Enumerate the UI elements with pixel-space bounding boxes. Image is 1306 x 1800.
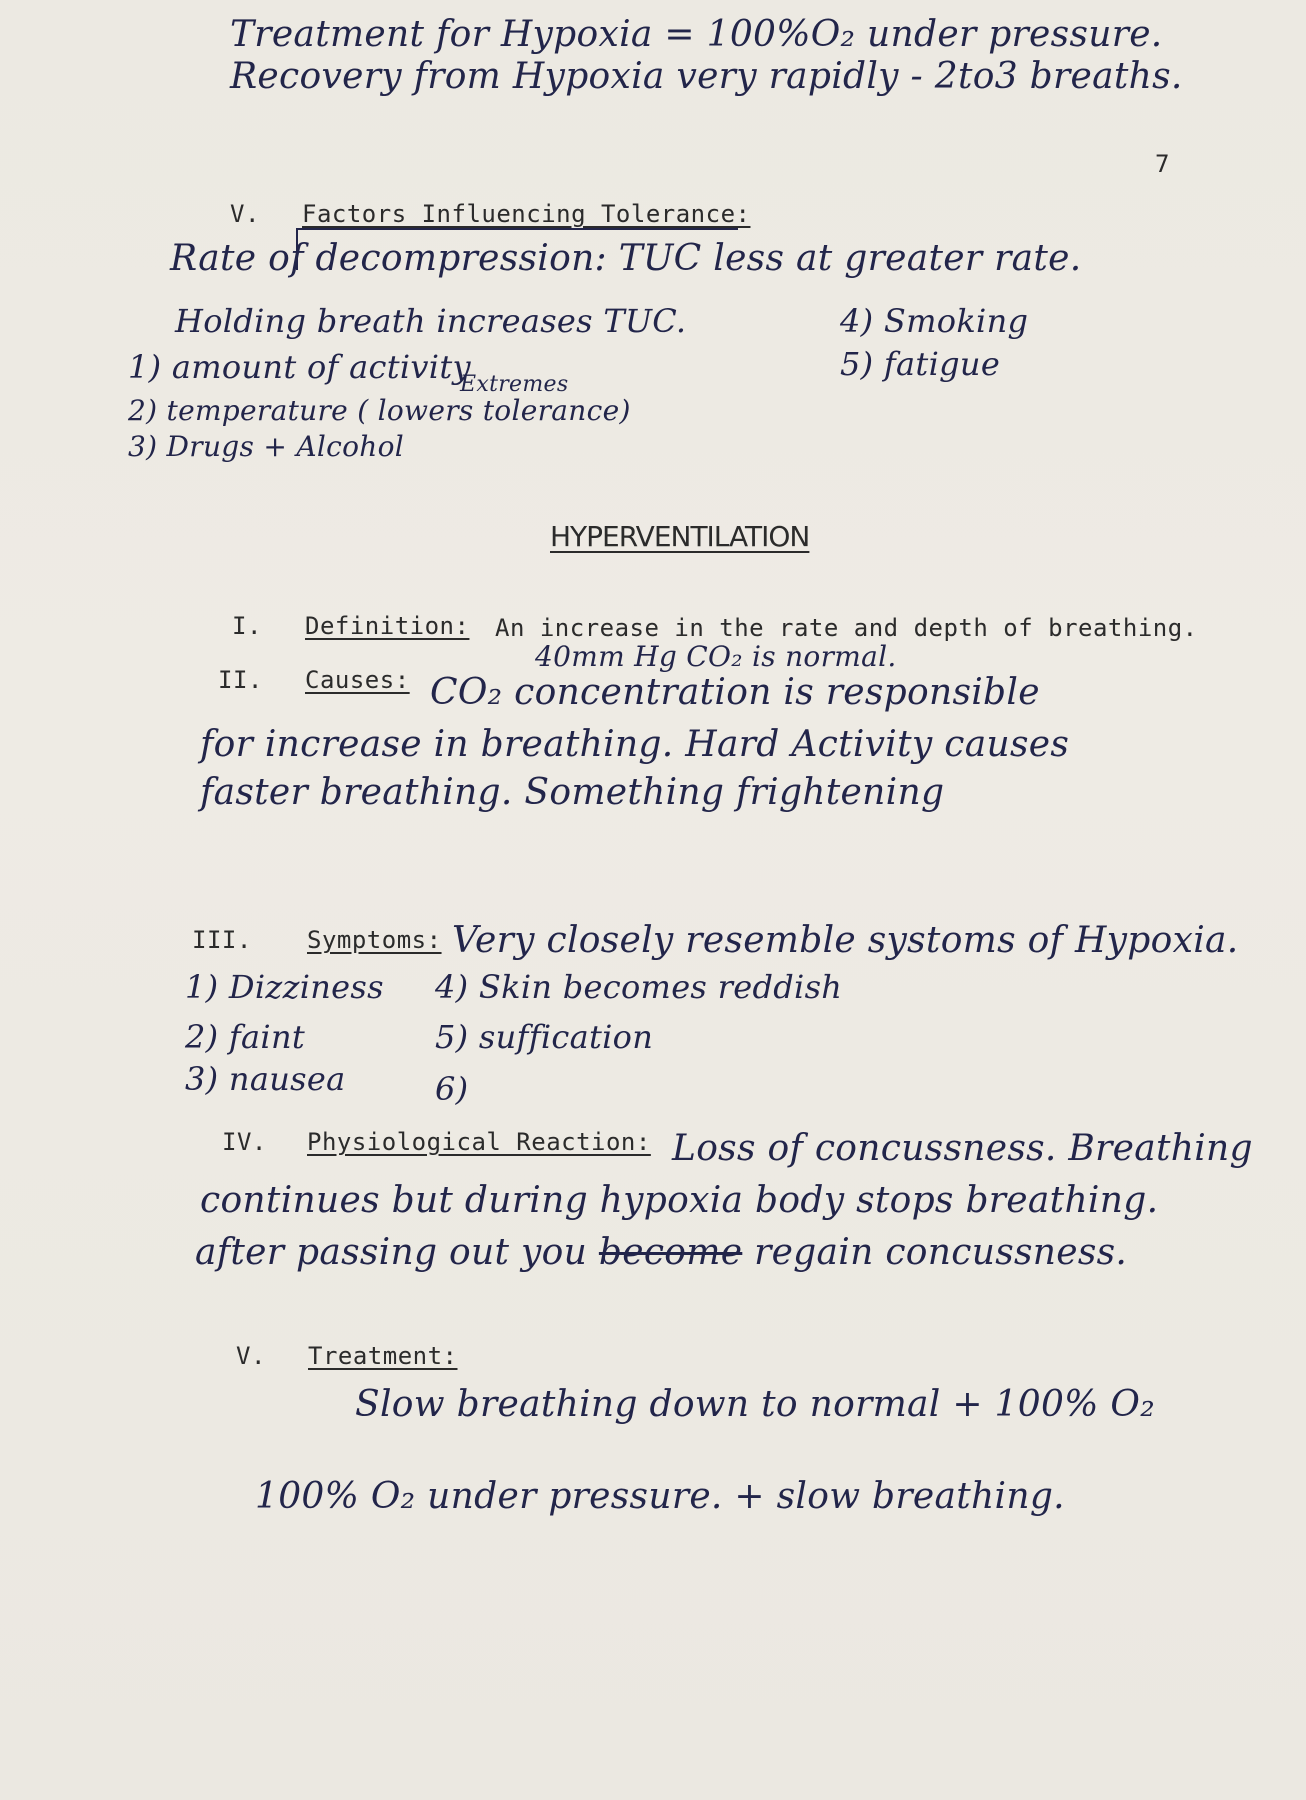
physiological-note-line1: Loss of concussness. Breathing — [672, 1128, 1253, 1169]
physiological-label: Physiological Reaction: — [307, 1128, 651, 1156]
symptom-item: 6) — [435, 1070, 469, 1108]
factors-item-5: 5) fatigue — [840, 345, 1001, 383]
treatment-label: Treatment: — [308, 1342, 458, 1370]
causes-numeral: II. — [218, 666, 263, 694]
physiological-note-line3-b: regain concussness. — [754, 1232, 1128, 1273]
symptoms-label: Symptoms: — [307, 926, 442, 954]
section-title: HYPERVENTILATION — [550, 520, 810, 553]
symptom-item: 4) Skin becomes reddish — [435, 968, 843, 1006]
causes-note-line1: CO₂ concentration is responsible — [430, 672, 1040, 713]
symptom-item: 1) Dizziness — [185, 968, 384, 1006]
definition-label: Definition: — [305, 612, 470, 640]
causes-label: Causes: — [305, 666, 410, 694]
page-number: 7 — [1155, 150, 1170, 178]
factors-note-rate: Rate of decompression: TUC less at greater rate. — [170, 238, 1082, 279]
factors-item-4: 4) Smoking — [840, 302, 1029, 340]
physiological-note-line3 — [195, 1232, 1127, 1273]
physiological-note-line3-struck: become — [598, 1232, 743, 1273]
physiological-note-line2: continues but during hypoxia body stops breathing. — [200, 1180, 1159, 1221]
factors-note-holding: Holding breath increases TUC. — [175, 302, 687, 340]
physiological-numeral: IV. — [222, 1128, 267, 1156]
physiological-note-line3-a: after passing out you — [195, 1232, 588, 1273]
treatment-note-line1: Slow breathing down to normal + 100% O₂ — [355, 1384, 1155, 1425]
treatment-note-line2: 100% O₂ under pressure. + slow breathing. — [255, 1476, 1065, 1517]
symptoms-numeral: III. — [192, 926, 252, 954]
factors-item-2-insert: Extremes — [460, 372, 569, 397]
factors-numeral: V. — [230, 200, 260, 228]
factors-item-2: 2) temperature ( lowers tolerance) — [128, 394, 631, 427]
causes-note-line2: for increase in breathing. Hard Activity causes — [200, 724, 1070, 765]
header-note-line2: Recovery from Hypoxia very rapidly - 2to3 breaths. — [230, 56, 1183, 97]
definition-text: An increase in the rate and depth of breathing. — [495, 614, 1198, 642]
causes-note-above: 40mm Hg CO₂ is normal. — [535, 640, 897, 673]
factors-heading: Factors Influencing Tolerance: — [302, 200, 751, 228]
treatment-numeral: V. — [236, 1342, 266, 1370]
factors-item-3: 3) Drugs + Alcohol — [128, 430, 405, 463]
factors-item-1: 1) amount of activity — [128, 348, 471, 386]
symptom-item: 2) faint — [185, 1018, 306, 1056]
header-note-line1: Treatment for Hypoxia = 100%O₂ under pressure. — [230, 14, 1163, 55]
symptom-item: 3) nausea — [185, 1060, 346, 1098]
symptoms-note: Very closely resemble systoms of Hypoxia. — [452, 920, 1239, 961]
definition-numeral: I. — [232, 612, 262, 640]
symptom-item: 5) suffication — [435, 1018, 654, 1056]
causes-note-line3: faster breathing. Something frightening — [200, 772, 945, 813]
